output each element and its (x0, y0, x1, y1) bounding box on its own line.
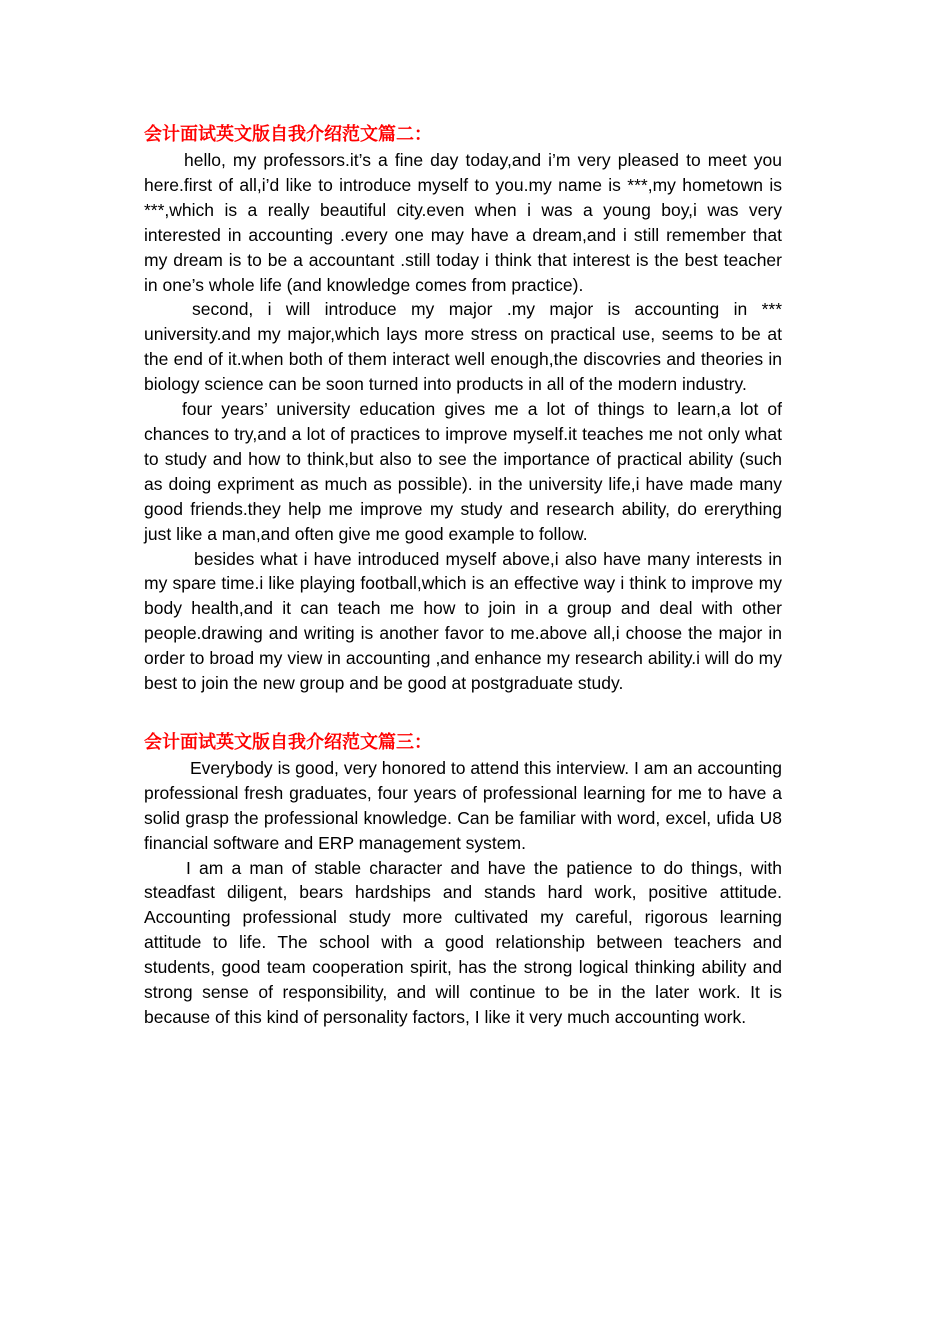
paragraph: four years’ university education gives me a lot of things to learn,a lot of chances to try,and a lot of practices to improve myself.it teaches me not only what to study and how to think,but also to see the importance of practical ability (such as doing expriment as much as possible). in the university life,i have made many good friends.they help me improve my study and research ability, do ererything just like a man,and often give me good example to follow. (144, 399, 782, 544)
document-page (144, 122, 782, 1030)
paragraph: Everybody is good, very honored to attend this interview. I am an accounting professional fresh graduates, four years of professional learning for me to have a solid grasp the professional knowledge. Can be familiar with word, excel, ufida U8 financial software and ERP management system. (144, 757, 782, 853)
paragraph: second, i will introduce my major .my major is accounting in *** university.and my major,which lays more stress on practical use, seems to be at the end of it.when both of them interact well enough,the discovries and theories in biology science can be soon turned into products in all of the modern industry. (144, 299, 782, 395)
paragraph: besides what i have introduced myself above,i also have many interests in my spare time.i like playing football,which is an effective way i think to improve my body health,and it can teach me how to join in a group and deal with other people.drawing and writing is another favor to me.above all,i choose the major in order to broad my view in accounting ,and enhance my research ability.i will do my best to join the new group and be good at postgraduate study. (144, 548, 782, 694)
section-heading: 会计面试英文版自我介绍范文篇二： (144, 124, 432, 145)
paragraph: hello, my professors.it’s a fine day today,and i’m very pleased to meet you here.first of all,i’d like to introduce myself to you.my name is ***,my hometown is ***,which is a really beautiful city.even when i was a young boy,i was very interested in accounting .every one may have a dream,and i still remember that my dream is to be a accountant .still today i think that interest is the best teacher in one’s whole life (and knowledge comes from practice). (144, 150, 782, 295)
section-essay-three (144, 730, 782, 1030)
paragraph: I am a man of stable character and have the patience to do things, with steadfast diligent, bears hardships and stands hard work, positive attitude. Accounting professional study more cultivated my careful, rigorous learning attitude to life. The school with a good relationship between teachers and students, good team cooperation spirit, has the strong logical thinking ability and strong sense of responsibility, and will continue to be in the later work. It is because of this kind of personality factors, I like it very much accounting work. (144, 857, 782, 1027)
section-heading: 会计面试英文版自我介绍范文篇三： (144, 731, 432, 753)
section-essay-two (144, 122, 782, 696)
